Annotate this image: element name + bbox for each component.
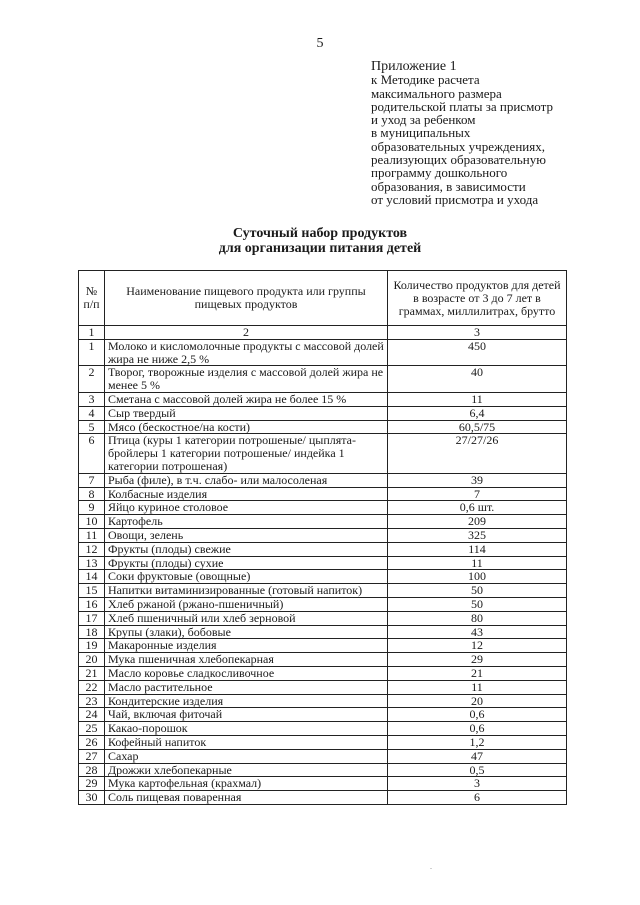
row-number: 9 xyxy=(79,501,105,515)
product-name: Птица (куры 1 категории потрошеные/ цыплята-бройлеры 1 категории потрошеные/ индейка 1 категории потрошеная) xyxy=(105,434,388,473)
document-title xyxy=(0,226,640,256)
row-number: 27 xyxy=(79,749,105,763)
appendix-line: программу дошкольного xyxy=(371,165,508,181)
row-number: 14 xyxy=(79,570,105,584)
title-line-2: для организации питания детей xyxy=(218,241,422,256)
product-name: Фрукты (плоды) свежие xyxy=(105,542,388,556)
product-name: Крупы (злаки), бобовые xyxy=(105,625,388,639)
appendix-line: и уход за ребенком xyxy=(371,112,476,128)
product-quantity: 27/27/26 xyxy=(388,434,567,473)
row-number: 21 xyxy=(79,666,105,680)
product-name: Сметана с массовой долей жира не более 15 % xyxy=(105,392,388,406)
scan-mark: . xyxy=(430,862,432,871)
row-number: 28 xyxy=(79,763,105,777)
appendix-line: максимального размера xyxy=(371,85,502,101)
product-name: Мука картофельная (крахмал) xyxy=(105,777,388,791)
row-number: 30 xyxy=(79,791,105,805)
table-row xyxy=(79,625,567,639)
product-name: Соль пищевая поваренная xyxy=(105,791,388,805)
product-quantity: 43 xyxy=(388,625,567,639)
row-number: 5 xyxy=(79,420,105,434)
product-quantity: 6,4 xyxy=(388,406,567,420)
product-name: Дрожжи хлебопекарные xyxy=(105,763,388,777)
appendix-line: образования, в зависимости xyxy=(371,178,526,194)
product-quantity: 325 xyxy=(388,528,567,542)
table-row xyxy=(79,708,567,722)
product-quantity: 1,2 xyxy=(388,735,567,749)
row-number: 3 xyxy=(79,392,105,406)
table-row xyxy=(79,666,567,680)
appendix-note xyxy=(371,60,621,206)
product-name: Чай, включая фиточай xyxy=(105,708,388,722)
product-quantity: 29 xyxy=(388,653,567,667)
table-row xyxy=(79,749,567,763)
row-number: 4 xyxy=(79,406,105,420)
appendix-line: образовательных учреждениях, xyxy=(371,138,545,154)
product-quantity: 7 xyxy=(388,487,567,501)
header-number: № п/п xyxy=(79,271,105,326)
product-quantity: 60,5/75 xyxy=(388,420,567,434)
product-name: Какао-порошок xyxy=(105,722,388,736)
product-name: Напитки витаминизированные (готовый напиток) xyxy=(105,584,388,598)
table-row xyxy=(79,542,567,556)
table-row xyxy=(79,528,567,542)
product-quantity: 11 xyxy=(388,392,567,406)
row-number: 18 xyxy=(79,625,105,639)
row-number: 12 xyxy=(79,542,105,556)
row-number: 8 xyxy=(79,487,105,501)
product-quantity: 6 xyxy=(388,791,567,805)
row-number: 11 xyxy=(79,528,105,542)
table-row xyxy=(79,434,567,473)
table-row xyxy=(79,515,567,529)
row-number: 29 xyxy=(79,777,105,791)
table-row xyxy=(79,722,567,736)
row-number: 19 xyxy=(79,639,105,653)
products-table xyxy=(78,270,567,805)
product-name: Мясо (бескостное/на кости) xyxy=(105,420,388,434)
header-product-name: Наименование пищевого продукта или группы пищевых продуктов xyxy=(105,271,388,326)
product-quantity: 0,6 xyxy=(388,708,567,722)
table-row xyxy=(79,763,567,777)
row-number: 22 xyxy=(79,680,105,694)
product-quantity: 0,6 xyxy=(388,722,567,736)
table-row xyxy=(79,694,567,708)
product-quantity: 39 xyxy=(388,473,567,487)
appendix-line: Приложение 1 xyxy=(371,59,457,74)
product-quantity: 11 xyxy=(388,556,567,570)
row-number: 16 xyxy=(79,597,105,611)
product-name: Макаронные изделия xyxy=(105,639,388,653)
appendix-line: от условий присмотра и ухода xyxy=(371,191,539,207)
product-quantity: 47 xyxy=(388,749,567,763)
table-row xyxy=(79,406,567,420)
table-row xyxy=(79,653,567,667)
product-quantity: 0,5 xyxy=(388,763,567,777)
product-name: Фрукты (плоды) сухие xyxy=(105,556,388,570)
row-number: 7 xyxy=(79,473,105,487)
table-row xyxy=(79,473,567,487)
table-row xyxy=(79,420,567,434)
product-quantity: 80 xyxy=(388,611,567,625)
row-number: 10 xyxy=(79,515,105,529)
column-index: 1 xyxy=(79,326,105,340)
title-line-1: Суточный набор продуктов xyxy=(232,226,408,241)
product-name: Соки фруктовые (овощные) xyxy=(105,570,388,584)
row-number: 15 xyxy=(79,584,105,598)
appendix-line: родительской платы за присмотр xyxy=(371,98,553,114)
product-quantity: 12 xyxy=(388,639,567,653)
table-row xyxy=(79,570,567,584)
product-quantity: 21 xyxy=(388,666,567,680)
table-row xyxy=(79,735,567,749)
product-name: Хлеб пшеничный или хлеб зерновой xyxy=(105,611,388,625)
table-header-row xyxy=(79,271,567,326)
row-number: 17 xyxy=(79,611,105,625)
product-name: Картофель xyxy=(105,515,388,529)
product-quantity: 11 xyxy=(388,680,567,694)
row-number: 6 xyxy=(79,434,105,473)
product-quantity: 20 xyxy=(388,694,567,708)
product-name: Яйцо куриное столовое xyxy=(105,501,388,515)
appendix-line: в муниципальных xyxy=(371,125,471,141)
product-name: Масло растительное xyxy=(105,680,388,694)
product-quantity: 3 xyxy=(388,777,567,791)
product-quantity: 50 xyxy=(388,584,567,598)
product-quantity: 114 xyxy=(388,542,567,556)
table-row xyxy=(79,556,567,570)
product-name: Сахар xyxy=(105,749,388,763)
row-number: 26 xyxy=(79,735,105,749)
product-name: Сыр твердый xyxy=(105,406,388,420)
table-row xyxy=(79,392,567,406)
product-quantity: 209 xyxy=(388,515,567,529)
table-row xyxy=(79,791,567,805)
row-number: 20 xyxy=(79,653,105,667)
column-index: 2 xyxy=(105,326,388,340)
product-name: Творог, творожные изделия с массовой долей жира не менее 5 % xyxy=(105,366,388,393)
appendix-line: к Методике расчета xyxy=(371,72,480,88)
product-name: Кофейный напиток xyxy=(105,735,388,749)
table-row xyxy=(79,487,567,501)
product-quantity: 50 xyxy=(388,597,567,611)
product-name: Кондитерские изделия xyxy=(105,694,388,708)
row-number: 24 xyxy=(79,708,105,722)
table-row xyxy=(79,777,567,791)
column-index: 3 xyxy=(388,326,567,340)
table-row xyxy=(79,501,567,515)
table-row xyxy=(79,366,567,393)
product-quantity: 450 xyxy=(388,339,567,366)
product-name: Мука пшеничная хлебопекарная xyxy=(105,653,388,667)
product-name: Рыба (филе), в т.ч. слабо- или малосоленая xyxy=(105,473,388,487)
product-name: Масло коровье сладкосливочное xyxy=(105,666,388,680)
product-name: Колбасные изделия xyxy=(105,487,388,501)
row-number: 2 xyxy=(79,366,105,393)
product-name: Молоко и кисломолочные продукты с массовой долей жира не ниже 2,5 % xyxy=(105,339,388,366)
header-quantity: Количество продуктов для детей в возрасте от 3 до 7 лет в граммах, миллилитрах, брутто xyxy=(388,271,567,326)
product-quantity: 40 xyxy=(388,366,567,393)
row-number: 23 xyxy=(79,694,105,708)
column-index-row xyxy=(79,326,567,340)
row-number: 13 xyxy=(79,556,105,570)
appendix-line: реализующих образовательную xyxy=(371,152,546,168)
product-name: Хлеб ржаной (ржано-пшеничный) xyxy=(105,597,388,611)
table-row xyxy=(79,611,567,625)
table-row xyxy=(79,597,567,611)
table-row xyxy=(79,339,567,366)
product-name: Овощи, зелень xyxy=(105,528,388,542)
table-row xyxy=(79,584,567,598)
row-number: 25 xyxy=(79,722,105,736)
table-row xyxy=(79,680,567,694)
page-number: 5 xyxy=(316,36,324,51)
product-quantity: 100 xyxy=(388,570,567,584)
row-number: 1 xyxy=(79,339,105,366)
product-quantity: 0,6 шт. xyxy=(388,501,567,515)
table-row xyxy=(79,639,567,653)
